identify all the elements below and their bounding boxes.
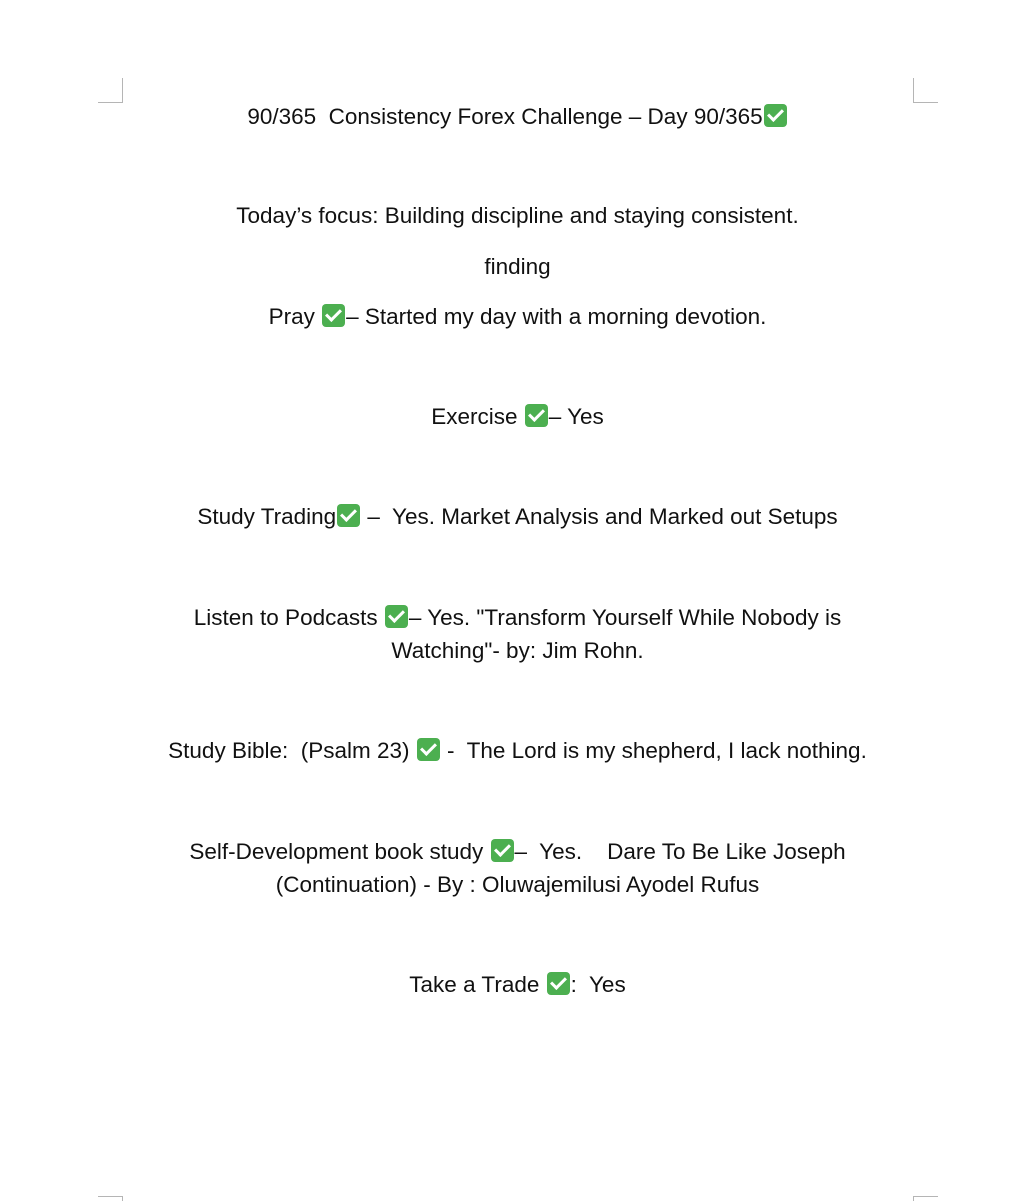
bible-label: Study Bible: (Psalm 23) [168,738,416,763]
exercise-label: Exercise [431,404,524,429]
finding-text: finding [484,254,551,279]
bible-detail: - The Lord is my shepherd, I lack nothing. [440,738,867,763]
podcasts-label: Listen to Podcasts [193,605,384,630]
check-mark-icon [491,839,514,862]
self-development-label: Self-Development book study [189,839,490,864]
podcasts-detail-line2: Watching"- by: Jim Rohn. [391,638,644,663]
trade-label: Take a Trade [409,972,546,997]
check-mark-icon [322,304,345,327]
document-title [100,100,935,133]
trade-line [100,968,935,1001]
check-mark-icon [337,504,360,527]
trade-detail: : Yes [570,972,626,997]
study-trading-detail: – Yes. Market Analysis and Marked out Setups [361,504,838,529]
bible-line [100,734,935,767]
self-development-line-2 [100,868,935,901]
self-development-detail-line1: – Yes. Dare To Be Like Joseph [514,839,846,864]
check-mark-icon [385,605,408,628]
study-trading-label: Study Trading [197,504,337,529]
corner-mark-bottom-right [913,1196,938,1201]
podcasts-line [100,601,935,634]
check-mark-icon [525,404,548,427]
title-text: 90/365 Consistency Forex Challenge – Day 90/365 [247,104,763,129]
pray-line [100,300,935,333]
check-mark-icon [547,972,570,995]
exercise-detail: – Yes [548,404,604,429]
check-mark-icon [764,104,787,127]
check-mark-icon [417,738,440,761]
focus-text: Today’s focus: Building discipline and staying consistent. [236,203,799,228]
finding-line [100,250,935,283]
self-development-line [100,835,935,868]
podcasts-line-2 [100,634,935,667]
focus-line [100,199,935,232]
podcasts-detail-line1: – Yes. "Transform Yourself While Nobody is [408,605,842,630]
corner-mark-bottom-left [98,1196,123,1201]
study-trading-line [100,500,935,533]
self-development-detail-line2: (Continuation) - By : Oluwajemilusi Ayodel Rufus [275,872,760,897]
pray-label: Pray [268,304,322,329]
pray-detail: – Started my day with a morning devotion. [346,304,767,329]
exercise-line [100,400,935,433]
